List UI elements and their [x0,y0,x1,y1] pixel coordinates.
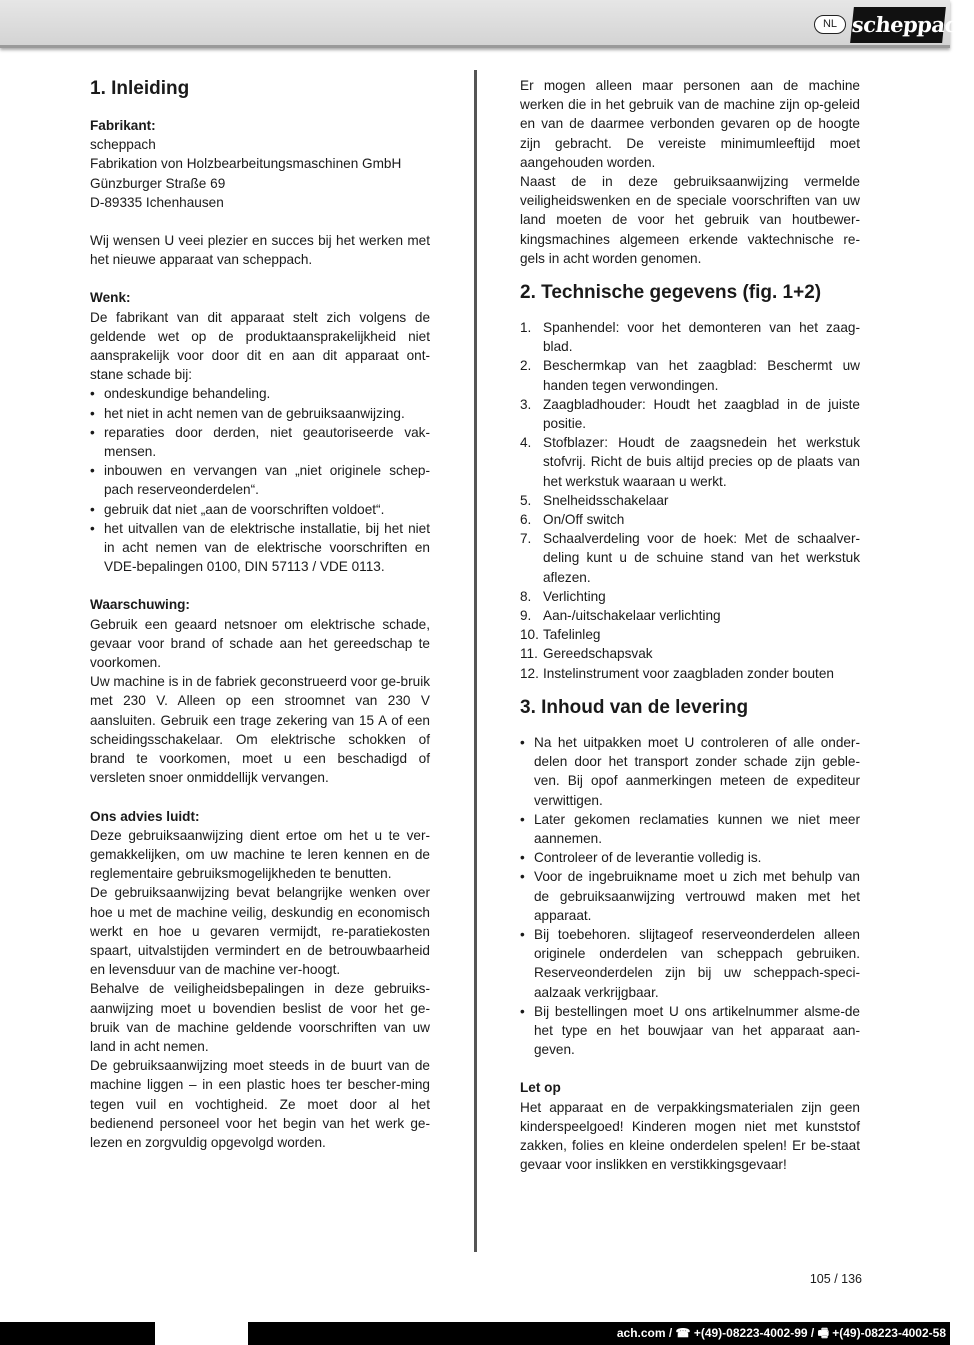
list-item: • reparaties door derden, niet geautoriseerde vak-mensen. [90,423,430,461]
hint-label: Wenk: [90,290,131,306]
operator-paragraph: Er mogen alleen maar personen aan de machine werken die in het gebruik van de machine zijn op-geleid en van de daarmee verbonden gevaren op de hoogte zijn gebracht. De vereiste minimumleeftijd moet aangehouden worden. [520,78,860,170]
footer-gap [155,1322,248,1345]
caution-label: Let op [520,1080,561,1096]
technical-data-list [520,318,860,683]
page-number: 105 / 136 [809,1272,862,1286]
hint-list [90,384,430,576]
list-item: • Later gekomen reclamaties kunnen we niet meer aannemen. [520,810,860,848]
advice-paragraph: Deze gebruiksaanwijzing dient ertoe om het u te ver-gemakkelijken, om uw machine te leren kennen en de reglementaire gebruiksmogelijkheden te benutten. [90,827,430,882]
manufacturer-line: Fabrikation von Holzbearbeitungsmaschinen GmbH [90,156,402,172]
list-item: 10. Tafelinleg [520,627,601,643]
list-item: • Bij bestellingen moet U ons artikelnummer alsme-de het type en het bouwjaar van het apparaat aan-geven. [520,1002,860,1060]
list-item: • het niet in acht nemen van de gebruiksaanwijzing. [90,404,430,423]
list-item: • Bij toebehoren. slijtageof reserveonderdelen alleen originele onderdelen van scheppach gebruiken. Reserveonderdelen zijn bij uw scheppach-speci-aalzaak verkrijgbaar. [520,925,860,1002]
section-title-technical-data: 2. Technische gegevens (fig. 1+2) [520,282,822,304]
advice-label: Ons advies luidt: [90,808,200,824]
list-item: 2. Beschermkap van het zaagblad: Beschermt uw handen tegen verwondingen. [520,358,860,393]
manufacturer-line: Günzburger Straße 69 [90,175,226,191]
language-badge: NL [814,15,846,34]
list-item: • Controleer of de leverantie volledig is. [520,848,860,867]
right-column [520,76,860,1174]
list-item: 9. Aan-/uitschakelaar verlichting [520,608,721,624]
section-title-delivery: 3. Inhoud van de levering [520,696,749,718]
page-header [0,0,974,48]
warning-paragraph: Gebruik een geaard netsnoer om elektrische schade, gevaar voor brand of schade aan het gereedschap te voorkomen. [90,616,430,671]
list-item: • gebruik dat niet „aan de voorschriften voldoet“. [90,500,430,519]
advice-paragraph: De gebruiksaanwijzing moet steeds in de buurt van de machine liggen – in een plastic hoes ter bescher-ming tegen vuil en vochtigheid. Ze moet door al het bedienend personeel voor het begin van het werk ge-lezen en zorgvuldig opgevolgd worden. [90,1058,430,1150]
warning-paragraph: Uw machine is in de fabriek geconstrueerd voor ge-bruik met 230 V. Alleen op een stroomnet van 230 V aansluiten. Gebruik een trage zekering van 15 A of een scheidingsschakelaar. Om elektrische schokken of brand te voorkomen, moet u een beschadigd of versleten snoer onmiddellijk vervangen. [90,674,431,786]
warning-label: Waarschuwing: [90,597,190,613]
footer-contact: ach.com / ☎ +(49)-08223-4002-99 / 🖷 +(49)-08223-4002-58 [616,1326,946,1340]
manufacturer-label: Fabrikant: [90,118,156,133]
intro-paragraph: Wij wensen U veei plezier en succes bij het werken met het nieuwe apparaat van scheppach. [90,233,430,268]
section-title-introduction: 1. Inleiding [90,78,190,99]
list-item: • inbouwen en vervangen van „niet originele schep-pach reserveonderdelen“. [90,461,430,499]
list-item: 12. Instelinstrument voor zaagbladen zonder bouten [520,665,834,681]
list-item: • Na het uitpakken moet U controleren of alle onder-delen door het transport zonder schade zijn geble-ven. Bij opof aanmerkingen meteen de expediteur verwittigen. [520,733,860,810]
delivery-list [520,733,860,1059]
brand-logo: scheppach [850,7,946,43]
list-item: 7. Schaalverdeling voor de hoek: Met de schaalver-deling kunt u de schuine stand van het werkstuk aflezen. [520,531,860,585]
manufacturer-line: D-89335 Ichenhausen [90,194,224,210]
regulations-paragraph: Naast de in deze gebruiksaanwijzing vermelde veiligheidswenken en de speciale voorschriften van uw land moeten de voor het gebruik van houtbewer-kingsmachines algemeen erkende vaktechnische re-gels in acht worden genomen. [520,174,860,266]
advice-paragraph: Behalve de veiligheidsbepalingen in deze gebruiks-aanwijzing moet u bovendien beslist de voor het ge-bruik van de machine geldende voorschriften van uw land in acht nemen. [90,981,430,1054]
advice-paragraph: De gebruiksaanwijzing bevat belangrijke wenken over hoe u met de machine veilig, deskundig en economisch werkt en hoe u gevaren vermijdt, re-paratiekosten spaart, uitvalstijden vermindert en de betrouwbaarheid en levensduur van de machine ver-hoogt. [90,885,430,978]
list-item: 1. Spanhendel: voor het demonteren van het zaag-blad. [520,320,860,355]
manufacturer-line: scheppach [90,137,156,153]
list-item: 11. Gereedschapsvak [520,646,653,662]
hint-paragraph: De fabrikant van dit apparaat stelt zich volgens de geldende wet op de produktaansprakelijkheid niet aansprakelijk voor door dit en aan dit apparaat ont-stane schade bij: [90,309,430,383]
left-column [90,76,430,1152]
list-item: • ondeskundige behandeling. [90,384,430,403]
list-item: 8. Verlichting [520,588,606,604]
list-item: • het uitvallen van de elektrische installatie, bij het niet in acht nemen van de elektrische voorschriften en VDE-bepalingen 0100, DIN 57113 / VDE 0113. [90,519,430,577]
list-item: 5. Snelheidsschakelaar [520,492,669,508]
list-item: 4. Stofblazer: Houdt de zaagsnedein het werkstuk stofvrij. Richt de buis altijd precies op de plaats van het werkstuk waaraan u werkt. [520,435,860,489]
list-item: • Voor de ingebruikname moet u zich met behulp van de gebruiksaanwijzing vertrouwd maken met het apparaat. [520,867,860,925]
column-divider [474,70,477,1252]
list-item: 3. Zaagbladhouder: Houdt het zaagblad in de juiste positie. [520,396,860,432]
list-item: 6. On/Off switch [520,512,625,528]
caution-paragraph: Het apparaat en de verpakkingsmaterialen zijn geen kinderspeelgoed! Kinderen mogen niet met kunststof zakken, folies en kleine onderdelen spelen! Er be-staat gevaar voor inslikken en verstikkingsgevaar! [520,1099,860,1173]
